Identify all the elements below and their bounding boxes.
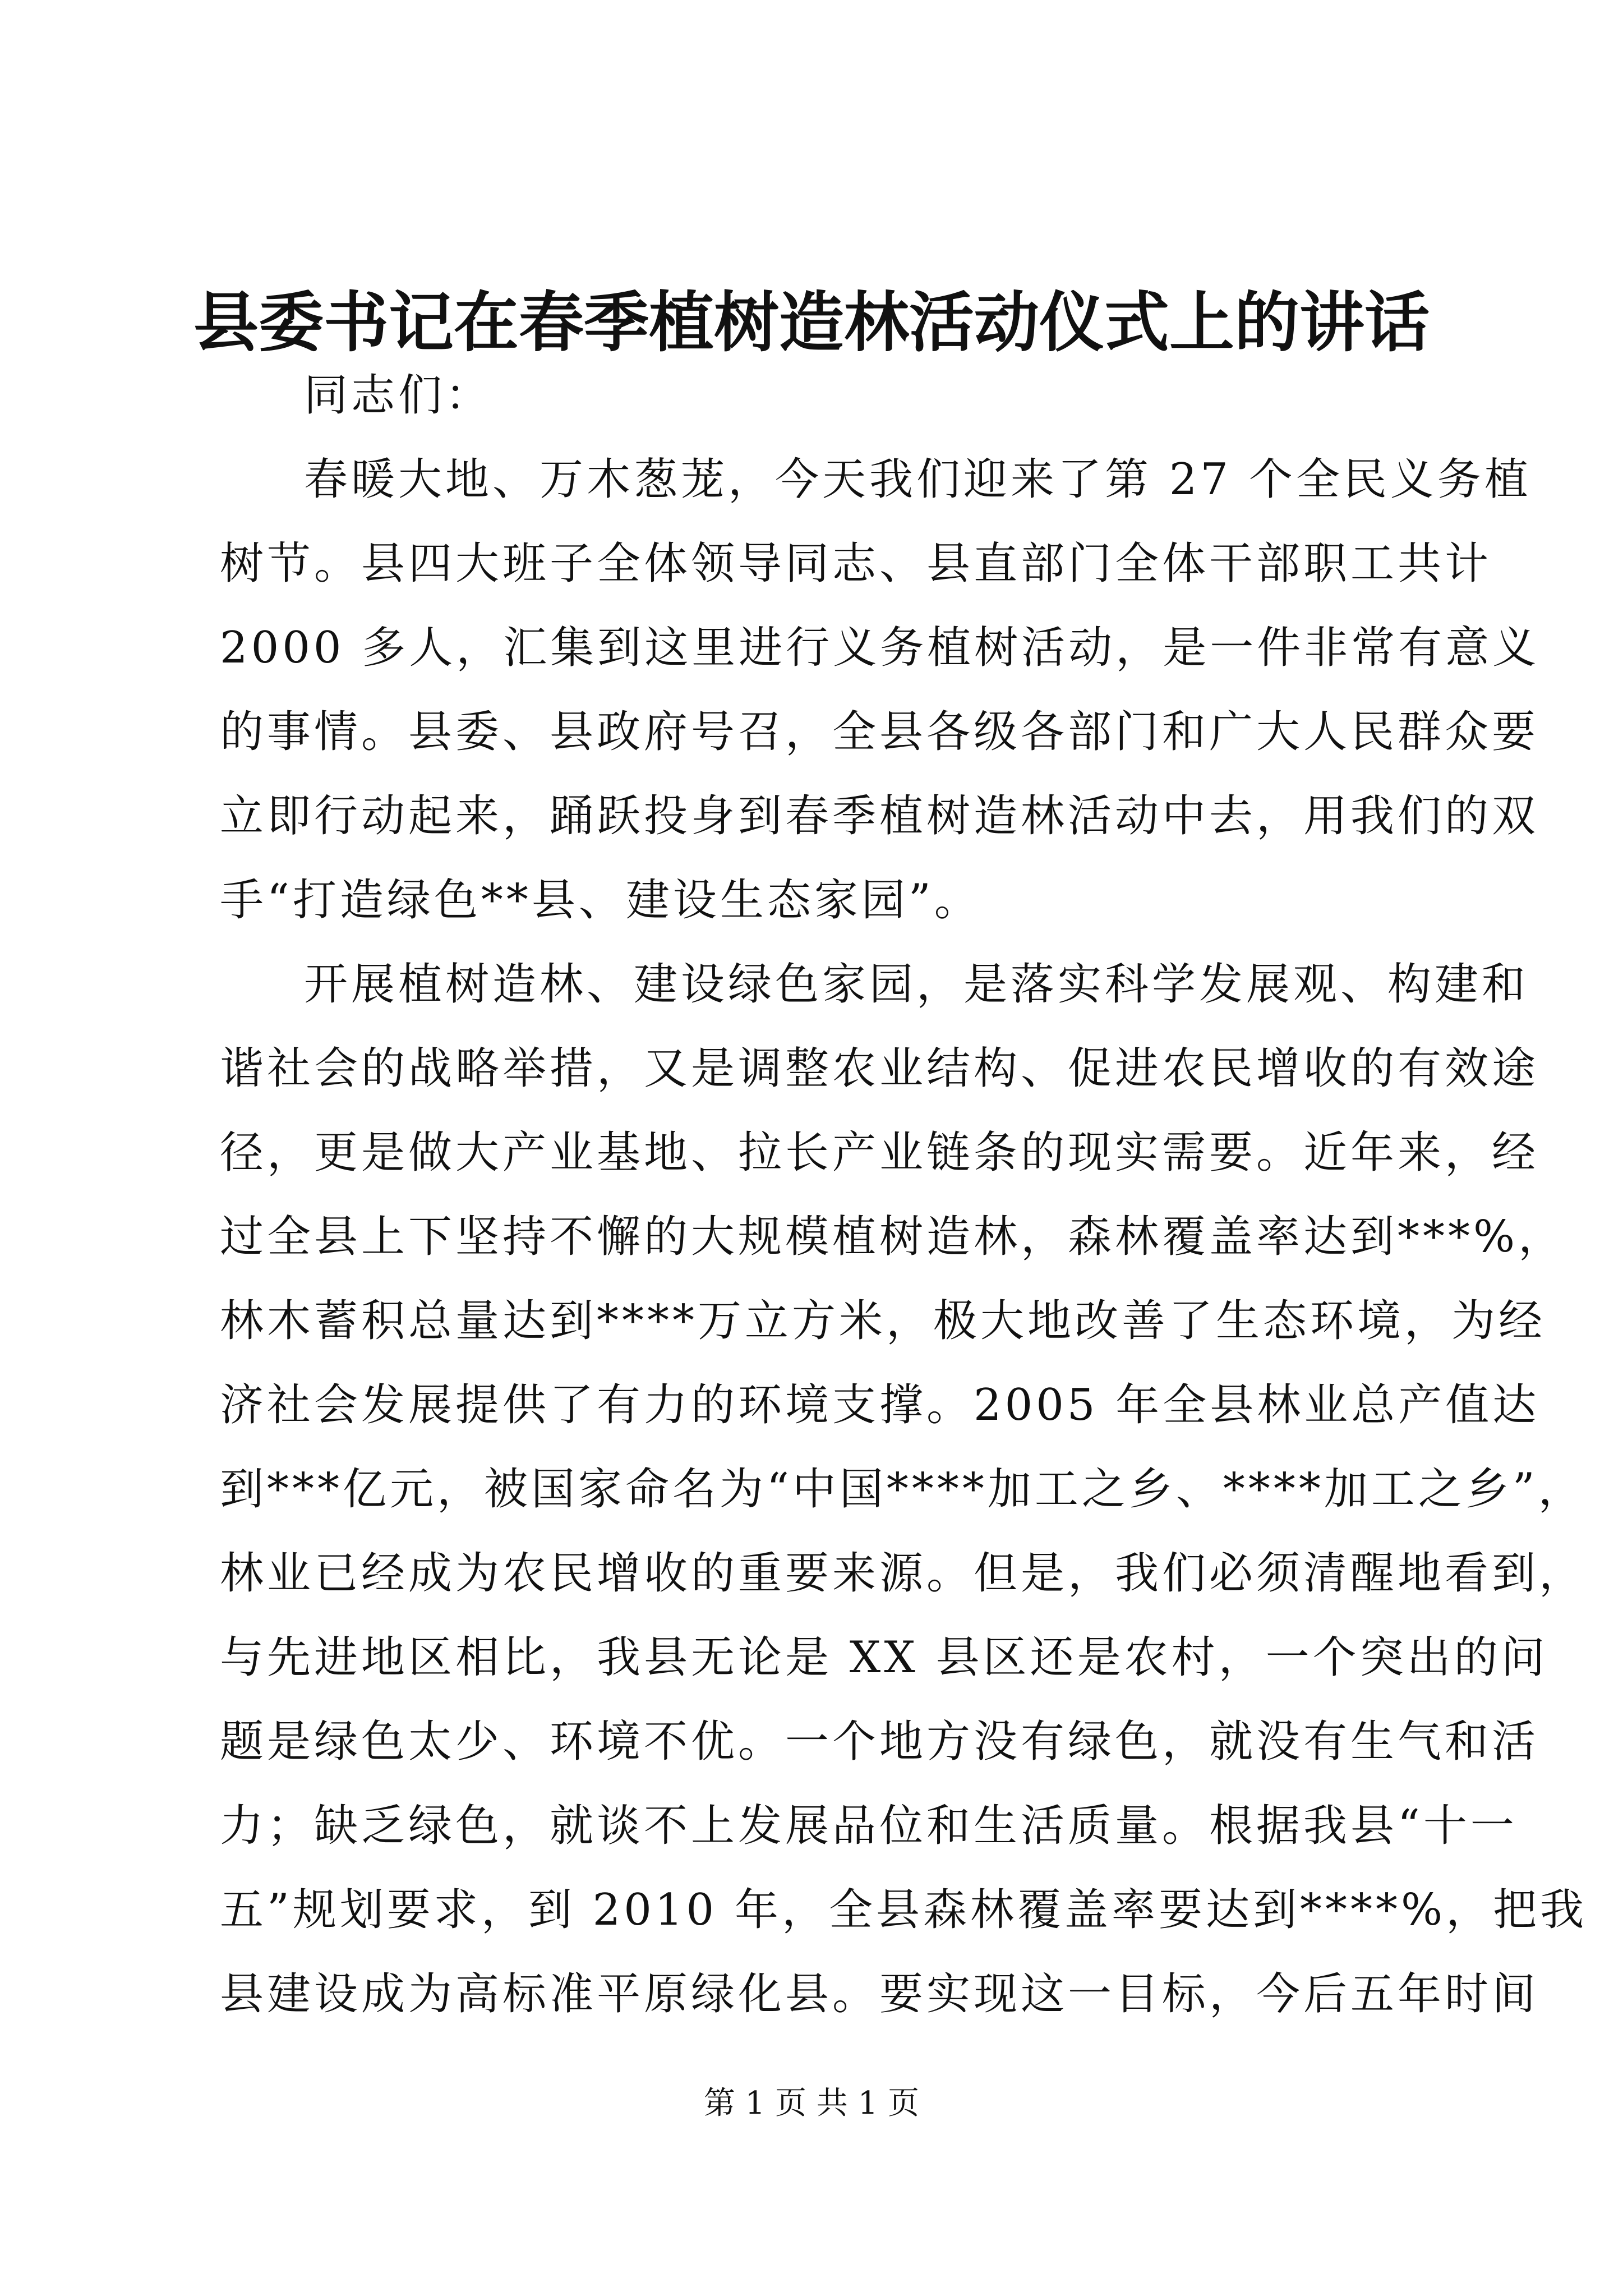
paragraph-1-line-2: 树节。县四大班子全体领导同志、县直部门全体干部职工共计 [220, 539, 1492, 589]
paragraph-2-line-3: 径，更是做大产业基地、拉长产业链条的现实需要。近年来，经 [220, 1128, 1539, 1178]
paragraph-2-line-7: 到***亿元，被国家命名为“中国****加工之乡、****加工之乡”， [220, 1464, 1585, 1515]
paragraph-1-line-1: 春暖大地、万木葱茏，今天我们迎来了第 27 个全民义务植 [304, 454, 1532, 505]
paragraph-2-line-1: 开展植树造林、建设绿色家园，是落实科学发展观、构建和 [304, 959, 1529, 1010]
paragraph-2-line-12: 五”规划要求，到 2010 年，全县森林覆盖率要达到****%，把我 [220, 1885, 1588, 1935]
paragraph-1-line-5: 立即行动起来，踊跃投身到春季植树造林活动中去，用我们的双 [220, 791, 1539, 841]
paragraph-1-line-3: 2000 多人，汇集到这里进行义务植树活动，是一件非常有意义 [220, 623, 1540, 673]
paragraph-2-line-4: 过全县上下坚持不懈的大规模植树造林，森林覆盖率达到***%， [220, 1212, 1566, 1262]
paragraph-2-line-10: 题是绿色太少、环境不优。一个地方没有绿色，就没有生气和活 [220, 1717, 1539, 1767]
paragraph-2-line-9: 与先进地区相比，我县无论是 XX 县区还是农村，一个突出的问 [220, 1632, 1548, 1683]
document-title: 县委书记在春季植树造林活动仪式上的讲话 [193, 284, 1430, 361]
paragraph-2-line-13: 县建设成为高标准平原绿化县。要实现这一目标，今后五年时间 [220, 1969, 1539, 2019]
paragraph-2-line-2: 谐社会的战略举措，又是调整农业结构、促进农民增收的有效途 [220, 1043, 1539, 1094]
paragraph-2-line-8: 林业已经成为农民增收的重要来源。但是，我们必须清醒地看到， [220, 1548, 1587, 1599]
paragraph-2-line-6: 济社会发展提供了有力的环境支撑。2005 年全县林业总产值达 [220, 1380, 1540, 1430]
paragraph-2-line-11: 力；缺乏绿色，就谈不上发展品位和生活质量。根据我县“十一 [220, 1801, 1518, 1851]
paragraph-1-line-4: 的事情。县委、县政府号召，全县各级各部门和广大人民群众要 [220, 707, 1539, 757]
salutation-line: 同志们： [304, 370, 493, 421]
paragraph-2-line-5: 林木蓄积总量达到****万立方米，极大地改善了生态环境，为经 [220, 1296, 1546, 1346]
page-number-footer: 第 1 页 共 1 页 [703, 2085, 920, 2122]
paragraph-1-line-6: 手“打造绿色**县、建设生态家园”。 [220, 875, 981, 926]
